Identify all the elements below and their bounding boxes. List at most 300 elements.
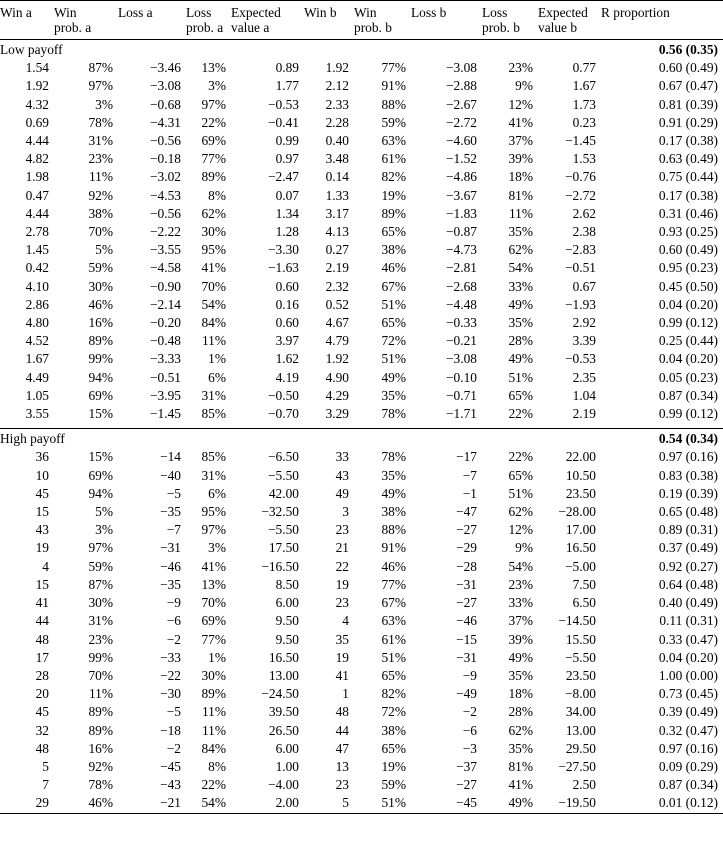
cell-loss-prob-a: 69%: [201, 133, 226, 149]
table-row: [0, 259, 723, 277]
cell-win-a: 44: [35, 613, 49, 629]
cell-r-proportion: 0.37 (0.49): [658, 540, 718, 556]
cell-loss-prob-a: 97%: [201, 96, 226, 112]
cell-expected-value-a: 2.00: [275, 795, 299, 811]
cell-loss-b: −2.88: [446, 78, 477, 94]
cell-win-prob-b: 67%: [381, 595, 406, 611]
cell-expected-value-a: −0.53: [268, 96, 299, 112]
cell-win-a: 48: [35, 740, 49, 756]
cell-expected-value-a: 42.00: [268, 485, 299, 501]
cell-loss-prob-b: 65%: [508, 467, 533, 483]
cell-r-proportion: 0.81 (0.39): [658, 96, 718, 112]
cell-loss-prob-b: 35%: [508, 740, 533, 756]
cell-loss-prob-a: 70%: [201, 278, 226, 294]
cell-win-prob-a: 89%: [88, 333, 113, 349]
cell-loss-prob-b: 23%: [508, 60, 533, 76]
cell-win-prob-a: 23%: [88, 631, 113, 647]
cell-expected-value-a: 6.00: [275, 740, 299, 756]
cell-loss-prob-a: 3%: [208, 540, 226, 556]
cell-win-a: 1.92: [25, 78, 49, 94]
cell-expected-value-a: 1.34: [275, 205, 299, 221]
cell-r-proportion: 0.25 (0.44): [658, 333, 718, 349]
table-row: [0, 314, 723, 332]
cell-expected-value-a: −6.50: [268, 449, 299, 465]
cell-win-b: 44: [335, 722, 349, 738]
column-header-win-prob-b: [354, 1, 411, 40]
column-header-loss-b: [411, 1, 482, 40]
cell-loss-prob-a: 1%: [208, 351, 226, 367]
cell-win-prob-a: 78%: [88, 777, 113, 793]
cell-loss-prob-b: 37%: [508, 133, 533, 149]
cell-expected-value-b: 13.00: [565, 722, 596, 738]
cell-win-a: 4.32: [25, 96, 49, 112]
cell-loss-b: −2.67: [446, 96, 477, 112]
cell-loss-prob-b: 22%: [508, 406, 533, 422]
cell-expected-value-b: −0.51: [565, 260, 596, 276]
cell-win-prob-b: 88%: [381, 96, 406, 112]
cell-expected-value-b: 1.73: [572, 96, 596, 112]
cell-r-proportion: 0.11 (0.31): [659, 613, 718, 629]
cell-expected-value-b: −8.00: [565, 686, 596, 702]
cell-win-b: 0.40: [325, 133, 349, 149]
cell-loss-a: −3.46: [150, 60, 181, 76]
cell-win-prob-a: 11%: [88, 686, 113, 702]
cell-loss-b: −1.71: [446, 406, 477, 422]
table-row: [0, 96, 723, 114]
cell-loss-a: −0.18: [150, 151, 181, 167]
cell-loss-a: −0.56: [150, 133, 181, 149]
cell-loss-a: −2: [166, 740, 181, 756]
cell-win-prob-a: 69%: [88, 467, 113, 483]
cell-expected-value-a: 9.50: [275, 631, 299, 647]
cell-win-b: 4.90: [325, 369, 349, 385]
column-header-line: R proportion: [601, 5, 670, 20]
cell-loss-prob-b: 49%: [508, 296, 533, 312]
column-header-win-a: [0, 1, 54, 40]
cell-r-proportion: 0.39 (0.49): [658, 704, 718, 720]
cell-loss-prob-b: 62%: [508, 722, 533, 738]
cell-r-proportion: 0.32 (0.47): [658, 722, 718, 738]
cell-expected-value-a: −5.50: [268, 522, 299, 538]
cell-win-prob-a: 78%: [88, 114, 113, 130]
cell-expected-value-b: 10.50: [565, 467, 596, 483]
cell-expected-value-a: 1.77: [275, 78, 299, 94]
cell-r-proportion: 0.99 (0.12): [658, 315, 718, 331]
cell-expected-value-b: −1.45: [565, 133, 596, 149]
cell-loss-prob-a: 30%: [201, 224, 226, 240]
cell-expected-value-a: 9.50: [275, 613, 299, 629]
cell-expected-value-b: −0.53: [565, 351, 596, 367]
cell-loss-a: −21: [160, 795, 181, 811]
cell-win-b: 4.79: [325, 333, 349, 349]
cell-r-proportion: 0.99 (0.12): [658, 406, 718, 422]
cell-r-proportion: 0.67 (0.47): [658, 78, 718, 94]
cell-r-proportion: 0.04 (0.20): [658, 296, 718, 312]
cell-win-prob-b: 78%: [381, 449, 406, 465]
cell-expected-value-b: −28.00: [558, 504, 596, 520]
table-row: [0, 685, 723, 703]
table-row: [0, 150, 723, 168]
table-row: [0, 59, 723, 77]
cell-expected-value-b: 15.50: [565, 631, 596, 647]
cell-loss-a: −4.53: [150, 187, 181, 203]
cell-loss-prob-b: 39%: [508, 631, 533, 647]
cell-r-proportion: 0.33 (0.47): [658, 631, 718, 647]
cell-expected-value-a: 4.19: [275, 369, 299, 385]
cell-win-prob-b: 61%: [381, 631, 406, 647]
cell-win-b: 48: [335, 704, 349, 720]
cell-loss-b: −7: [462, 467, 477, 483]
cell-loss-b: −27: [456, 595, 477, 611]
cell-win-prob-b: 91%: [381, 78, 406, 94]
cell-expected-value-b: 17.00: [565, 522, 596, 538]
cell-win-a: 36: [35, 449, 49, 465]
cell-loss-prob-a: 95%: [201, 504, 226, 520]
cell-r-proportion: 0.04 (0.20): [658, 351, 718, 367]
cell-expected-value-b: 3.39: [572, 333, 596, 349]
cell-expected-value-a: 1.28: [275, 224, 299, 240]
table-row: [0, 649, 723, 667]
cell-expected-value-b: 2.19: [572, 406, 596, 422]
table-row: [0, 485, 723, 503]
cell-win-prob-b: 51%: [381, 795, 406, 811]
cell-loss-b: −4.73: [446, 242, 477, 258]
cell-win-a: 2.78: [25, 224, 49, 240]
cell-win-prob-a: 15%: [88, 449, 113, 465]
table-row: [0, 594, 723, 612]
cell-win-prob-a: 87%: [88, 576, 113, 592]
cell-expected-value-b: 6.50: [572, 595, 596, 611]
cell-loss-a: −0.20: [150, 315, 181, 331]
column-header-win-b: [304, 1, 354, 40]
column-header-line: Loss: [482, 5, 508, 20]
cell-win-a: 45: [35, 704, 49, 720]
cell-win-a: 4: [42, 558, 49, 574]
cell-r-proportion: 0.09 (0.29): [658, 758, 718, 774]
cell-expected-value-a: 26.50: [268, 722, 299, 738]
table-row: [0, 794, 723, 813]
cell-expected-value-b: 0.77: [572, 60, 596, 76]
cell-r-proportion: 0.04 (0.20): [658, 649, 718, 665]
cell-win-b: 4.13: [325, 224, 349, 240]
cell-loss-prob-b: 62%: [508, 504, 533, 520]
cell-win-a: 45: [35, 485, 49, 501]
cell-loss-prob-a: 70%: [201, 595, 226, 611]
table-row: [0, 187, 723, 205]
cell-win-prob-a: 46%: [88, 296, 113, 312]
cell-win-prob-b: 59%: [381, 114, 406, 130]
cell-win-prob-a: 97%: [88, 540, 113, 556]
cell-expected-value-a: −0.41: [268, 114, 299, 130]
cell-loss-a: −4.31: [150, 114, 181, 130]
cell-win-a: 43: [35, 522, 49, 538]
cell-win-b: 1.33: [325, 187, 349, 203]
cell-loss-prob-b: 12%: [508, 96, 533, 112]
cell-win-prob-b: 77%: [381, 576, 406, 592]
cell-loss-b: −4.60: [446, 133, 477, 149]
cell-win-prob-b: 38%: [381, 722, 406, 738]
cell-win-b: 41: [335, 667, 349, 683]
cell-win-b: 1.92: [325, 351, 349, 367]
cell-win-prob-b: 88%: [381, 522, 406, 538]
cell-loss-a: −14: [160, 449, 181, 465]
header-row: [0, 1, 723, 40]
cell-expected-value-b: 22.00: [565, 449, 596, 465]
cell-win-b: 2.28: [325, 114, 349, 130]
cell-win-b: 4.29: [325, 387, 349, 403]
cell-loss-b: −4.86: [446, 169, 477, 185]
table-body: [0, 40, 723, 814]
cell-loss-b: −0.21: [446, 333, 477, 349]
table-row: [0, 332, 723, 350]
cell-win-a: 0.42: [25, 260, 49, 276]
cell-loss-b: −0.87: [446, 224, 477, 240]
cell-win-prob-a: 46%: [88, 795, 113, 811]
cell-loss-b: −0.71: [446, 387, 477, 403]
cell-loss-a: −1.45: [150, 406, 181, 422]
cell-win-prob-b: 35%: [381, 387, 406, 403]
cell-loss-b: −46: [456, 613, 477, 629]
cell-expected-value-a: −32.50: [261, 504, 299, 520]
cell-expected-value-a: −0.70: [268, 406, 299, 422]
cell-win-prob-b: 72%: [381, 333, 406, 349]
cell-loss-prob-a: 69%: [201, 613, 226, 629]
cell-expected-value-a: 0.07: [275, 187, 299, 203]
cell-win-prob-a: 89%: [88, 704, 113, 720]
cell-expected-value-a: 3.97: [275, 333, 299, 349]
cell-win-prob-a: 5%: [95, 504, 113, 520]
cell-win-prob-b: 65%: [381, 315, 406, 331]
cell-win-prob-b: 63%: [381, 613, 406, 629]
cell-win-prob-a: 15%: [88, 406, 113, 422]
cell-loss-prob-a: 11%: [201, 704, 226, 720]
cell-expected-value-b: 2.92: [572, 315, 596, 331]
cell-expected-value-b: −1.93: [565, 296, 596, 312]
cell-win-prob-b: 38%: [381, 504, 406, 520]
cell-win-a: 4.49: [25, 369, 49, 385]
table-row: [0, 223, 723, 241]
table-row: [0, 387, 723, 405]
column-header-loss-prob-b: [482, 1, 538, 40]
cell-loss-prob-a: 85%: [201, 406, 226, 422]
cell-expected-value-b: 1.53: [572, 151, 596, 167]
table-row: [0, 758, 723, 776]
table-row: [0, 168, 723, 186]
cell-loss-prob-b: 28%: [508, 333, 533, 349]
cell-loss-a: −5: [166, 485, 181, 501]
cell-win-prob-a: 59%: [88, 558, 113, 574]
section-summary-proportion: 0.54 (0.34): [658, 431, 718, 447]
cell-loss-b: −28: [456, 558, 477, 574]
cell-loss-b: −15: [456, 631, 477, 647]
cell-win-prob-a: 23%: [88, 151, 113, 167]
cell-win-b: 23: [335, 595, 349, 611]
cell-win-b: 35: [335, 631, 349, 647]
cell-loss-b: −0.10: [446, 369, 477, 385]
cell-loss-b: −3.67: [446, 187, 477, 203]
cell-win-prob-a: 70%: [88, 224, 113, 240]
cell-win-b: 3: [342, 504, 349, 520]
table-row: [0, 740, 723, 758]
cell-win-prob-b: 89%: [381, 205, 406, 221]
table-row: [0, 241, 723, 259]
cell-loss-prob-a: 89%: [201, 686, 226, 702]
table-row: [0, 722, 723, 740]
cell-r-proportion: 0.60 (0.49): [658, 242, 718, 258]
cell-loss-b: −37: [456, 758, 477, 774]
table-row: [0, 776, 723, 794]
cell-loss-b: −27: [456, 522, 477, 538]
cell-win-a: 17: [35, 649, 49, 665]
cell-loss-a: −30: [160, 686, 181, 702]
cell-expected-value-a: −16.50: [261, 558, 299, 574]
cell-loss-a: −2: [166, 631, 181, 647]
cell-loss-prob-a: 8%: [208, 758, 226, 774]
cell-win-a: 1.05: [25, 387, 49, 403]
table-row: [0, 703, 723, 721]
cell-win-prob-b: 19%: [381, 758, 406, 774]
cell-win-prob-b: 51%: [381, 649, 406, 665]
cell-r-proportion: 0.19 (0.39): [658, 485, 718, 501]
cell-win-prob-b: 67%: [381, 278, 406, 294]
cell-win-a: 1.67: [25, 351, 49, 367]
cell-win-a: 4.44: [25, 205, 49, 221]
cell-loss-b: −27: [456, 777, 477, 793]
table-row: [0, 77, 723, 95]
cell-loss-b: −31: [456, 576, 477, 592]
cell-r-proportion: 0.31 (0.46): [658, 205, 718, 221]
table-row: [0, 612, 723, 630]
cell-loss-a: −0.90: [150, 278, 181, 294]
cell-win-a: 20: [35, 686, 49, 702]
cell-r-proportion: 0.87 (0.34): [658, 387, 718, 403]
cell-win-a: 10: [35, 467, 49, 483]
cell-loss-prob-a: 41%: [201, 260, 226, 276]
cell-loss-prob-a: 13%: [201, 60, 226, 76]
cell-expected-value-b: 1.67: [572, 78, 596, 94]
cell-r-proportion: 0.73 (0.45): [658, 686, 718, 702]
cell-expected-value-a: −4.00: [268, 777, 299, 793]
cell-win-prob-a: 3%: [95, 96, 113, 112]
cell-expected-value-a: 17.50: [268, 540, 299, 556]
cell-expected-value-b: −19.50: [558, 795, 596, 811]
cell-expected-value-a: −1.63: [268, 260, 299, 276]
cell-r-proportion: 0.01 (0.12): [658, 795, 718, 811]
cell-win-prob-a: 89%: [88, 722, 113, 738]
cell-win-prob-a: 30%: [88, 278, 113, 294]
cell-win-a: 0.47: [25, 187, 49, 203]
cell-loss-a: −5: [166, 704, 181, 720]
cell-win-prob-b: 91%: [381, 540, 406, 556]
cell-win-b: 2.33: [325, 96, 349, 112]
cell-win-prob-b: 82%: [381, 686, 406, 702]
cell-expected-value-b: 2.38: [572, 224, 596, 240]
table-row: [0, 278, 723, 296]
table-row: [0, 205, 723, 223]
cell-loss-prob-a: 13%: [201, 576, 226, 592]
cell-win-prob-b: 51%: [381, 351, 406, 367]
cell-expected-value-b: −5.50: [565, 649, 596, 665]
cell-win-prob-a: 5%: [95, 242, 113, 258]
cell-loss-b: −31: [456, 649, 477, 665]
table-row: [0, 667, 723, 685]
cell-loss-prob-b: 54%: [508, 558, 533, 574]
table-row: [0, 132, 723, 150]
cell-win-b: 0.27: [325, 242, 349, 258]
cell-loss-a: −4.58: [150, 260, 181, 276]
cell-loss-prob-b: 18%: [508, 169, 533, 185]
cell-loss-prob-a: 31%: [201, 387, 226, 403]
cell-loss-prob-a: 41%: [201, 558, 226, 574]
cell-win-a: 15: [35, 504, 49, 520]
cell-loss-a: −0.51: [150, 369, 181, 385]
cell-win-a: 5: [42, 758, 49, 774]
cell-expected-value-b: −2.72: [565, 187, 596, 203]
table-row: [0, 539, 723, 557]
cell-win-prob-a: 31%: [88, 133, 113, 149]
cell-loss-prob-a: 22%: [201, 777, 226, 793]
cell-win-prob-a: 30%: [88, 595, 113, 611]
cell-win-b: 0.52: [325, 296, 349, 312]
cell-expected-value-b: 16.50: [565, 540, 596, 556]
cell-loss-prob-b: 28%: [508, 704, 533, 720]
cell-loss-prob-b: 35%: [508, 667, 533, 683]
column-header-expected-value-b: [538, 1, 601, 40]
cell-win-prob-a: 99%: [88, 649, 113, 665]
cell-win-prob-a: 97%: [88, 78, 113, 94]
cell-win-b: 1: [342, 686, 349, 702]
cell-win-a: 48: [35, 631, 49, 647]
cell-loss-a: −43: [160, 777, 181, 793]
cell-win-prob-b: 46%: [381, 558, 406, 574]
cell-loss-prob-a: 85%: [201, 449, 226, 465]
cell-loss-b: −17: [456, 449, 477, 465]
cell-r-proportion: 0.89 (0.31): [658, 522, 718, 538]
cell-loss-prob-b: 9%: [515, 78, 533, 94]
cell-win-prob-a: 94%: [88, 369, 113, 385]
cell-loss-a: −45: [160, 758, 181, 774]
cell-loss-prob-a: 97%: [201, 522, 226, 538]
cell-win-prob-a: 99%: [88, 351, 113, 367]
cell-win-prob-a: 92%: [88, 758, 113, 774]
cell-r-proportion: 0.87 (0.34): [658, 777, 718, 793]
cell-expected-value-a: −0.50: [268, 387, 299, 403]
cell-win-prob-b: 65%: [381, 740, 406, 756]
cell-win-a: 4.82: [25, 151, 49, 167]
cell-win-a: 15: [35, 576, 49, 592]
table-row: [0, 467, 723, 485]
cell-win-a: 1.54: [25, 60, 49, 76]
cell-win-b: 47: [335, 740, 349, 756]
cell-expected-value-a: 0.89: [275, 60, 299, 76]
cell-win-b: 4: [342, 613, 349, 629]
cell-loss-prob-a: 54%: [201, 296, 226, 312]
cell-loss-prob-a: 77%: [201, 151, 226, 167]
cell-loss-a: −3.95: [150, 387, 181, 403]
cell-expected-value-a: 6.00: [275, 595, 299, 611]
cell-loss-b: −3.08: [446, 351, 477, 367]
cell-r-proportion: 0.92 (0.27): [658, 558, 718, 574]
cell-loss-a: −3.55: [150, 242, 181, 258]
cell-r-proportion: 0.91 (0.29): [658, 114, 718, 130]
cell-loss-prob-b: 62%: [508, 242, 533, 258]
cell-expected-value-b: −27.50: [558, 758, 596, 774]
cell-expected-value-b: 29.50: [565, 740, 596, 756]
column-header-line: Win b: [304, 5, 337, 20]
cell-r-proportion: 0.17 (0.38): [658, 133, 718, 149]
cell-win-prob-b: 49%: [381, 369, 406, 385]
cell-loss-a: −40: [160, 467, 181, 483]
